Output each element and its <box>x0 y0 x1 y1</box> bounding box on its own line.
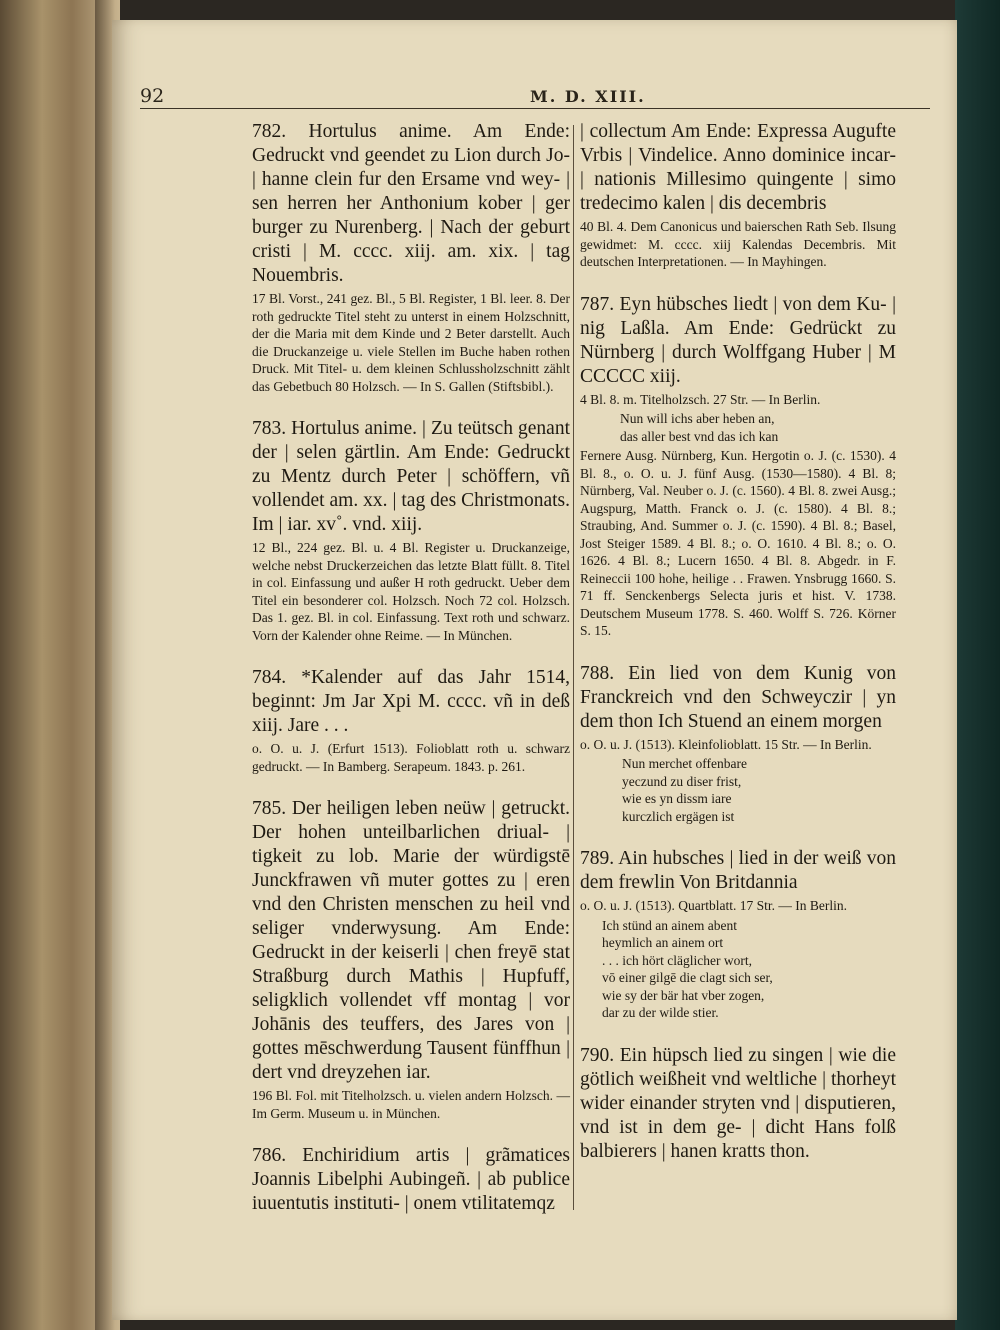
verse-quote: Ich stünd an ainem abent heymlich an ainem ort . . . ich hört cläglicher wort, vō einer gilgē die clagt sich ser, wie sy der bär hat vber zogen, dar zu der wilde stier. <box>602 917 773 1020</box>
entry-787 <box>580 293 896 640</box>
verse-quote: Nun merchet offenbare yeczund zu diser frist, wie es yn dissm iare kurczlich ergägen ist <box>622 756 747 824</box>
entry-note: o. O. u. J. (Erfurt 1513). Folioblatt roth u. schwarz gedruckt. — In Bamberg. Serapeum. 1843. p. 261. <box>252 741 570 774</box>
entry-title: 789. Ain hubsches | lied in der weiß von dem frewlin Von Britdannia <box>580 848 896 893</box>
running-head: M. D. XIII. <box>530 87 646 106</box>
entry-title: 784. *Kalender auf das Jahr 1514, beginnt: Jm Jar Xpi M. cccc. vñ in deß xiij. Jare . . . <box>252 667 570 736</box>
left-column <box>252 120 570 1238</box>
page-header <box>140 67 940 107</box>
entry-note: 17 Bl. Vorst., 241 gez. Bl., 5 Bl. Register, 1 Bl. leer. 8. Der roth gedruckte Titel steht zu unterst in einem Holzschnitt, der die Maria mit dem Kinde und 2 Beter darstellt. Auch die Druckanzeige u. viele Stellen im Buche haben rothen Druck. Mit Titel- u. dem kleinen Schlussholzschnitt zählt das Gebetbuch 80 Holzsch. — In S. Gallen (Stiftsbibl.). <box>252 291 570 394</box>
page-number: 92 <box>140 85 165 107</box>
entry-790 <box>580 1044 896 1164</box>
entry-786 <box>252 1144 570 1216</box>
book-binding <box>0 0 120 1330</box>
entry-note: 4 Bl. 8. m. Titelholzsch. 27 Str. — In Berlin. <box>580 391 821 407</box>
entry-title: 783. Hortulus anime. | Zu teütsch genant der | selen gärtlin. Am Ende: Gedruckt zu Mentz durch Peter | schöffern, vñ vollendet am. xx. | tag des Christmonats. Im | iar. xv˚. vnd. xiij. <box>252 418 570 535</box>
entry-note: 12 Bl., 224 gez. Bl. u. 4 Bl. Register u. Druckanzeige, welche nebst Druckerzeichen das letzte Blatt füllt. 8. Titel in col. Einfassung und außer H roth gedruckt. Ueber dem Titel ein besonderer col. Holzsch. Noch 72 col. Holzsch. Das 1. gez. Bl. in col. Einfassung. Text roth und schwarz. Vorn der Kalender ohne Reime. — In München. <box>252 540 570 643</box>
entry-782 <box>252 120 570 395</box>
entry-784 <box>252 666 570 775</box>
entry-789 <box>580 847 896 1022</box>
entry-note: o. O. u. J. (1513). Quartblatt. 17 Str. — In Berlin. <box>580 898 847 913</box>
entry-title: 787. Eyn hübsches liedt | von dem Ku- | nig Laßla. Am Ende: Gedrückt zu Nürnberg | durch Wolffgang Huber | M CCCCC xiij. <box>580 293 896 387</box>
column-divider <box>573 125 574 1210</box>
entry-785 <box>252 797 570 1122</box>
entry-title: 788. Ein lied von dem Kunig von Franckreich vnd den Schweyczir | yn dem thon Ich Stuend an einem morgen <box>580 662 896 732</box>
entry-title: 782. Hortulus anime. Am Ende: Gedruckt vnd geendet zu Lion durch Jo- | hanne clein fur den Ersame vnd wey- | sen herren her Anthonium kober | ger burger zu Nurenberg. | Nach der geburt cristi | M. cccc. xiij. am. xix. | tag Nouembris. <box>252 121 570 286</box>
entry-note: 196 Bl. Fol. mit Titelholzsch. u. vielen andern Holzsch. — Im Germ. Museum u. in München. <box>252 1088 570 1121</box>
entry-788 <box>580 662 896 826</box>
entry-title: 790. Ein hüpsch lied zu singen | wie die götlich weißheit vnd weltliche | thorheyt wider einander stryten vnd | disputieren, vnd ist in dem ge- | dicht Hans folß balbierers | hanen kratts thon. <box>580 1044 896 1162</box>
entry-note: o. O. u. J. (1513). Kleinfolioblatt. 15 Str. — In Berlin. <box>580 736 872 752</box>
entry-note: 40 Bl. 4. Dem Canonicus und baierschen Rath Seb. Ilsung gewidmet: M. cccc. xiij Kalendas Decembris. Mit deutschen Interpretationen. — In Mayhingen. <box>580 219 896 269</box>
entry-783 <box>252 417 570 644</box>
entry-title: 786. Enchiridium artis | grãmatices Joannis Libelphi Aubingeñ. | ab publice iuuentutis instituti- | onem vtilitatemqz <box>252 1145 570 1214</box>
entry-note-editions: Fernere Ausg. Nürnberg, Kun. Hergotin o. J. (c. 1530). 4 Bl. 8., o. O. u. J. fünf Ausg. (1530—1580). 4 Bl. 8; Nürnberg, Val. Neuber o. J. (c. 1560). 4 Bl. 8. zwei Ausg.; Augspurg, Matth. Franck o. J. (c. 1580). 4 Bl. 8.; Straubing, And. Summer o. J. (c. 1590). 4 Bl. 8.; Basel, Jost Steiger 1589. 4 Bl. 8.; o. O. 1610. 4 Bl. 8.; o. O. 1626. 4 Bl. 8.; Lucern 1650. 4 Bl. 8. Abgedr. in F. Reineccii 100 hohe, heilige . . Frawen. Ynsbrugg 1660. S. 71 ff. Senckenbergs Selecta juris et hist. V. 1738. Deutschem Museum 1778. S. 460. Wolff S. 726. Körner S. 15. <box>580 448 896 638</box>
entry-786-continued <box>580 120 896 271</box>
entry-title: | collectum Am Ende: Expressa Augufte Vrbis | Vindelice. Anno dominice incar- | nationis Millesimo quingente | simo tredecimo kalen | dis decembris <box>580 121 896 214</box>
book-cover-edge <box>955 0 1000 1330</box>
header-rule <box>140 108 930 109</box>
verse-quote: Nun will ichs aber heben an, das aller best vnd das ich kan <box>620 411 779 444</box>
entry-title: 785. Der heiligen leben neüw | getruckt. Der hohen unteilbarlichen driual- | tigkeit zu lob. Marie der würdigstē Junckfrawen vñ muter gottes zu | eren vnd den Christen menschen zu heil vnd seliger vnderwysung. Am Ende: Gedruckt in der keiserli | chen freyē stat Straßburg durch Mathis | Hupfuff, seligklich vollendet vff montag | vor Johānis des teuffers, des Jares von | gottes mēschwerdung Tausent fünffhun | dert vnd dreyzehen iar. <box>252 798 570 1083</box>
right-column <box>580 120 896 1186</box>
